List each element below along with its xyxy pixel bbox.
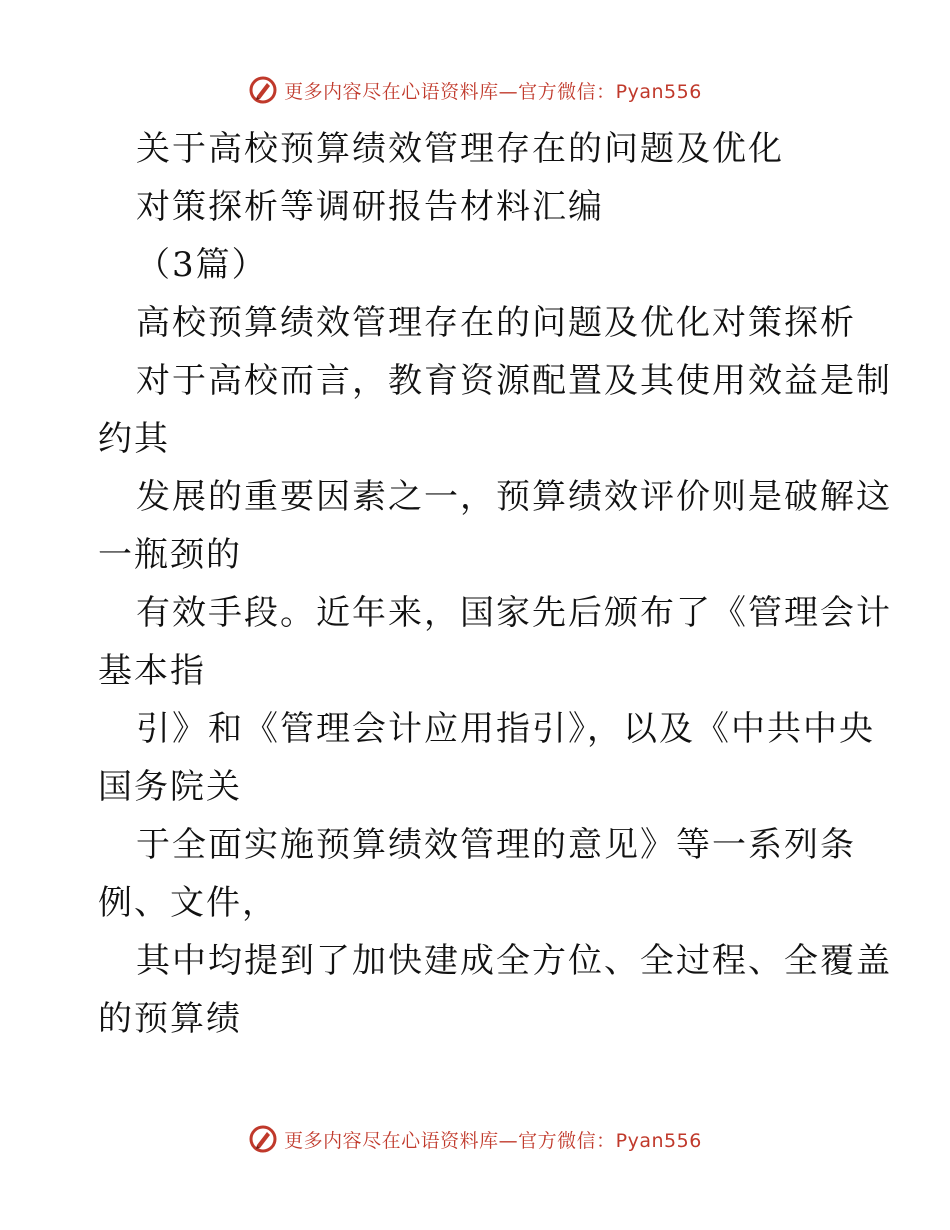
paragraph-line: 有效手段。近年来，国家先后颁布了《管理会计 (136, 593, 892, 633)
doc-title-line-1: 关于高校预算绩效管理存在的问题及优化 (136, 129, 784, 169)
paragraph-line: 对于高校而言，教育资源配置及其使用效益是制 (136, 361, 892, 401)
footer-banner (0, 1119, 950, 1159)
header-banner (0, 70, 950, 110)
paragraph-line: 引》和《管理会计应用指引》，以及《中共中央 (136, 709, 875, 749)
document-body (98, 120, 892, 1048)
paragraph-line: 约其 (98, 419, 170, 459)
paragraph-line: 于全面实施预算绩效管理的意见》等一系列条 (136, 825, 856, 865)
paragraph-line: 发展的重要因素之一，预算绩效评价则是破解这 (136, 477, 892, 517)
paragraph-line: 例、文件， (98, 883, 278, 923)
paragraph-line: 国务院关 (98, 767, 242, 807)
banner-text: 更多内容尽在心语资料库—官方微信：Pyan556 (284, 1129, 702, 1152)
paragraph-line: 其中均提到了加快建成全方位、全过程、全覆盖 (136, 941, 892, 981)
pen-logo-icon (248, 75, 278, 105)
pen-logo-icon (248, 1124, 278, 1154)
doc-title-line-2: 对策探析等调研报告材料汇编 (136, 187, 604, 227)
banner-text: 更多内容尽在心语资料库—官方微信：Pyan556 (284, 80, 702, 103)
paragraph-line: 基本指 (98, 651, 206, 691)
section-heading: 高校预算绩效管理存在的问题及优化对策探析 (136, 303, 856, 343)
paragraph-line: 的预算绩 (98, 999, 242, 1039)
doc-title-line-3: （3篇） (136, 245, 268, 285)
paragraph-line: 一瓶颈的 (98, 535, 242, 575)
